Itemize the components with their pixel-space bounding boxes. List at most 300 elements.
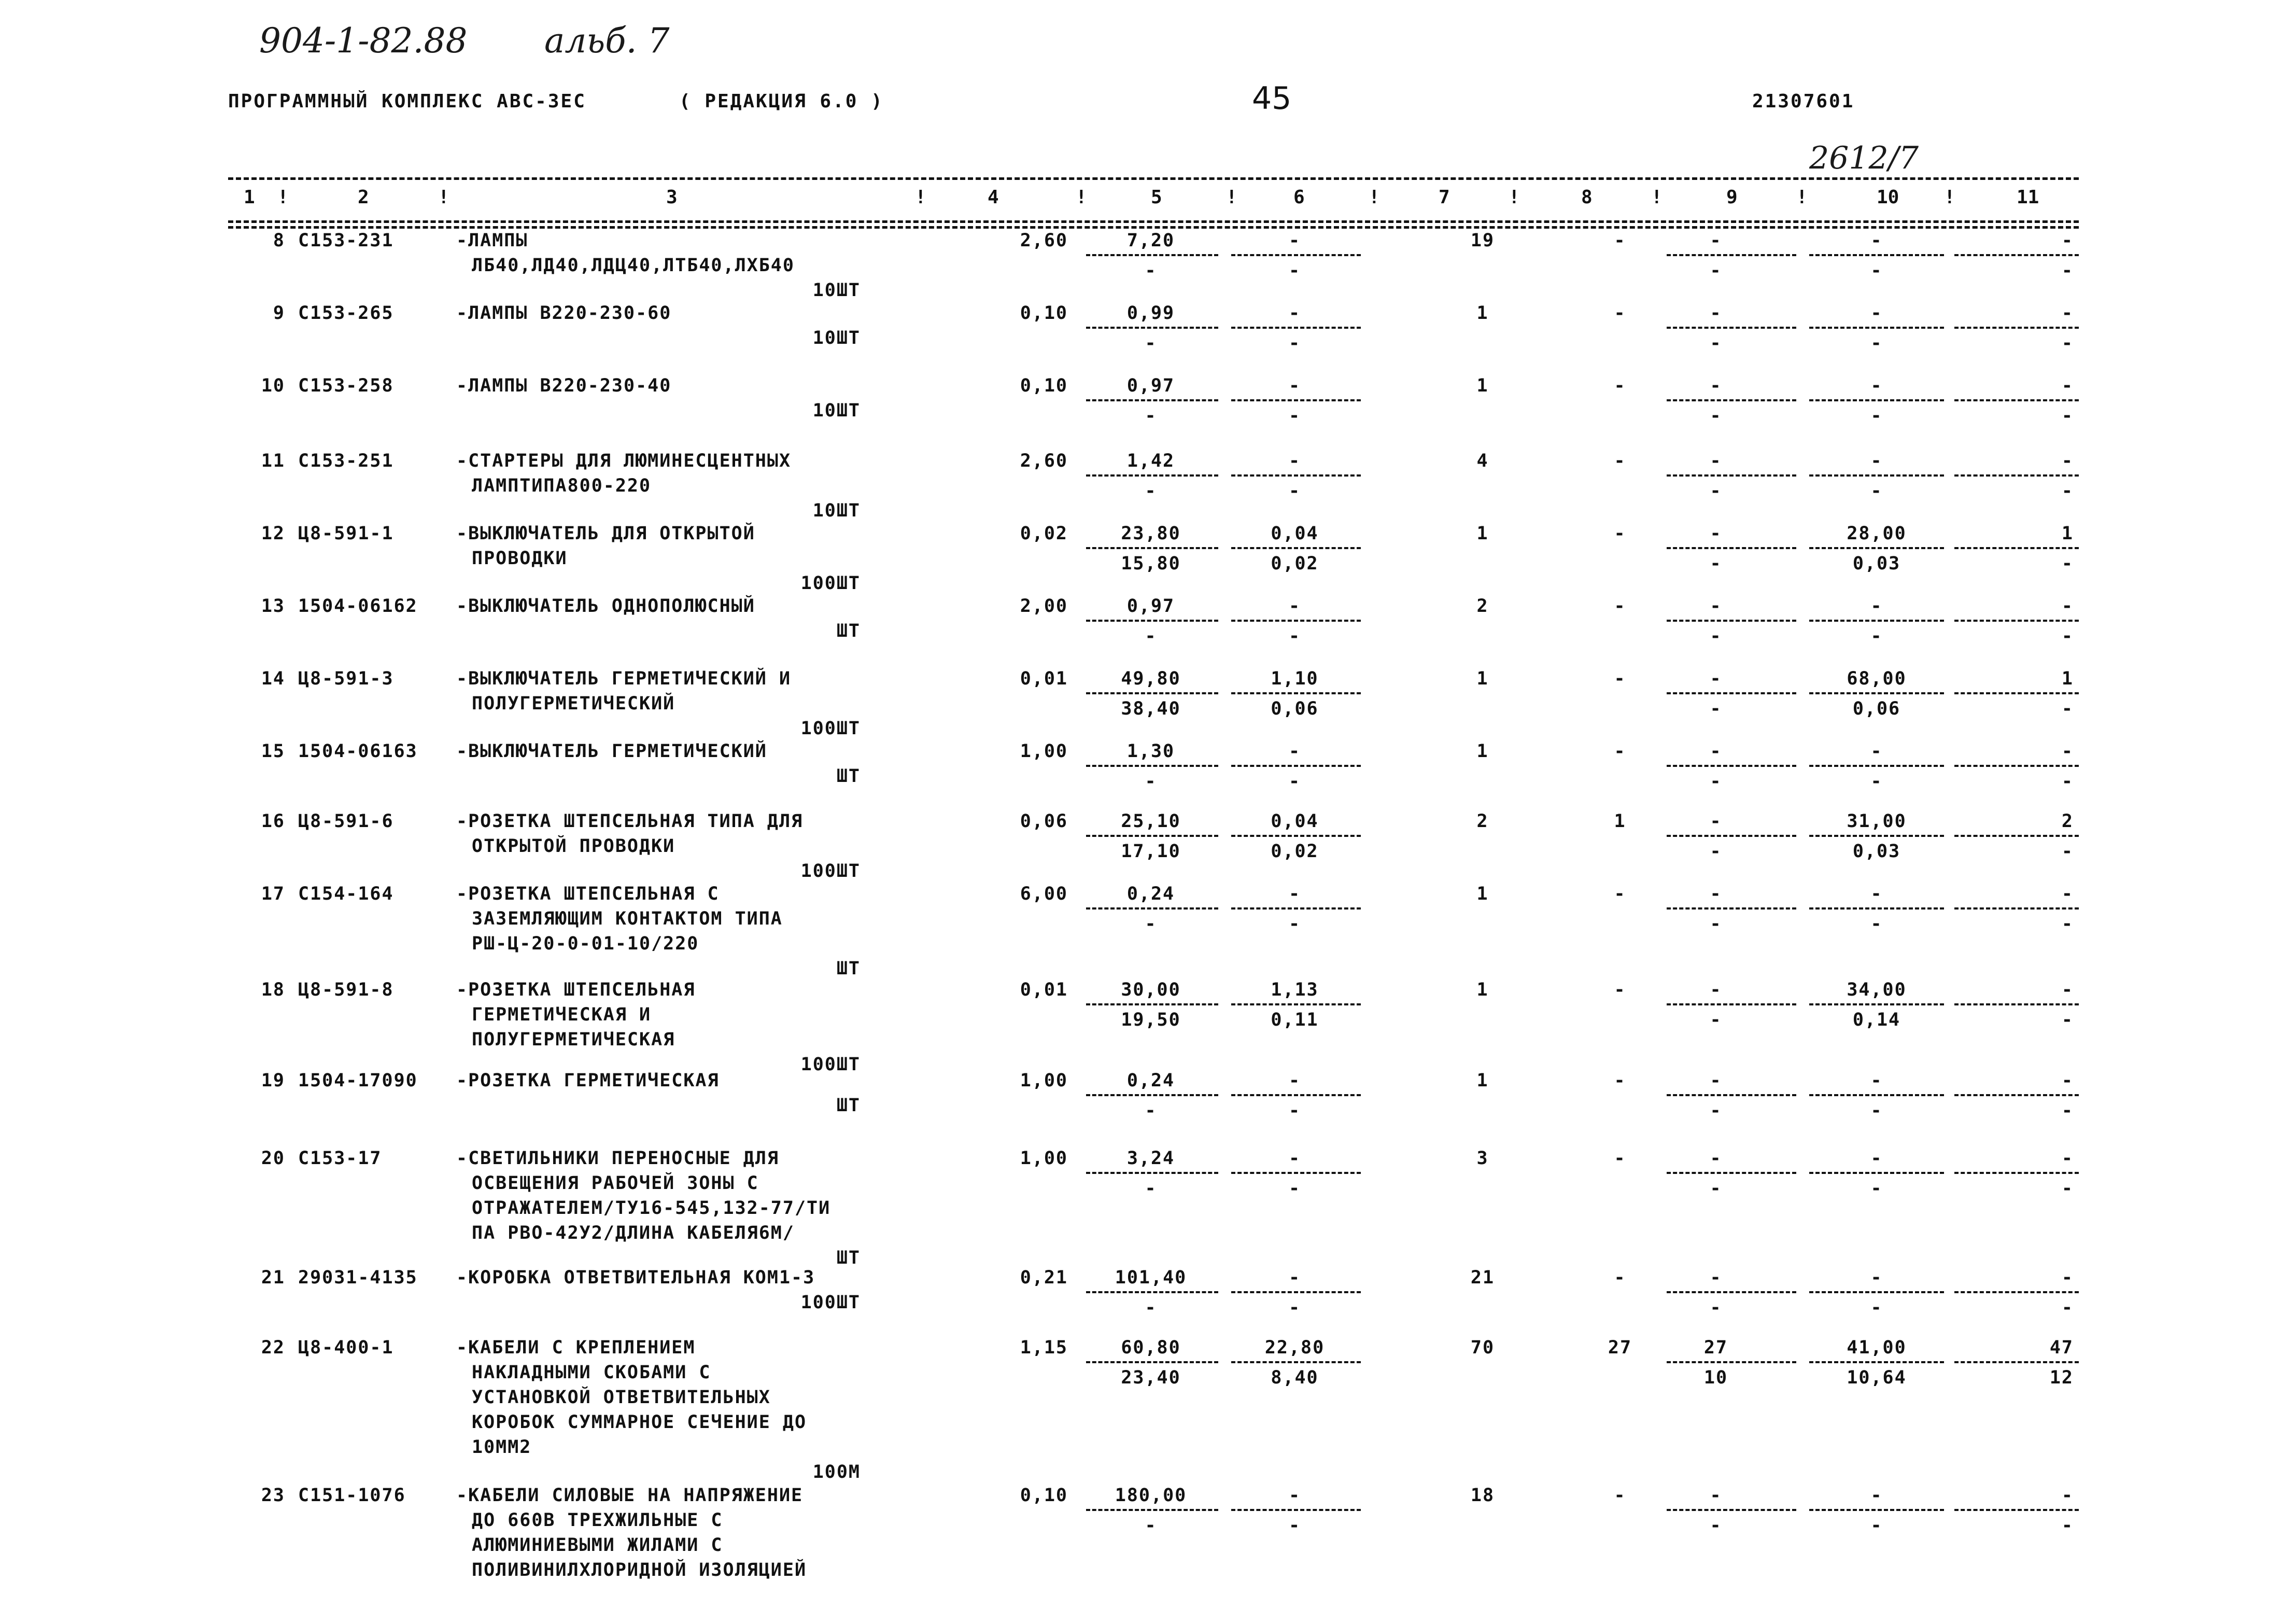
value-c9-upper: - [1710, 1148, 1722, 1169]
column-separator: ! [1944, 187, 1955, 208]
value-c11-upper: 47 [2049, 1337, 2074, 1358]
value-c6-lower: 0,02 [1271, 841, 1319, 862]
column-header: 2 [358, 187, 369, 208]
rate-code: Ц8-591-1 [298, 523, 394, 544]
unit-of-measure: 100ШТ [800, 1292, 861, 1313]
value-c8: - [1614, 884, 1626, 904]
unit-of-measure: 100ШТ [800, 718, 861, 739]
value-rule [1809, 474, 1944, 477]
item-description: ОТРАЖАТЕЛЕМ/ТУ16-545,132-77/ТИ [472, 1198, 831, 1219]
column-header: 3 [666, 187, 678, 208]
quantity: 0,01 [1020, 668, 1068, 689]
value-c10-lower: - [1870, 1178, 1883, 1199]
value-c10-lower: 0,03 [1852, 841, 1901, 862]
item-description: -РОЗЕТКА ШТЕПСЕЛЬНАЯ С [456, 884, 720, 904]
value-c7: 70 [1470, 1337, 1495, 1358]
value-c6-upper: - [1288, 741, 1301, 762]
value-rule [1809, 254, 1944, 256]
value-rule [1667, 1361, 1796, 1363]
value-rule [1667, 1291, 1796, 1293]
quantity: 0,10 [1020, 303, 1068, 324]
handwritten-stamp: 2612/7 [1809, 140, 1919, 176]
rate-code: Ц8-591-8 [298, 980, 394, 1000]
value-c11-upper: - [2061, 1070, 2074, 1091]
item-description: -РОЗЕТКА ГЕРМЕТИЧЕСКАЯ [456, 1070, 720, 1091]
rate-code: Ц8-591-3 [298, 668, 394, 689]
column-header: 4 [988, 187, 999, 208]
value-rule [1954, 1094, 2079, 1096]
item-description: ЗАЗЕМЛЯЮЩИМ КОНТАКТОМ ТИПА [472, 908, 783, 929]
value-rule [1667, 765, 1796, 767]
value-c6-lower: - [1288, 1515, 1301, 1536]
value-rule [1667, 547, 1796, 549]
item-description: НАКЛАДНЫМИ СКОБАМИ С [472, 1362, 711, 1383]
column-separator: ! [1796, 187, 1808, 208]
item-description: ПРОВОДКИ [472, 548, 568, 569]
value-c5-lower: - [1145, 626, 1157, 647]
value-c6-lower: - [1288, 1297, 1301, 1318]
value-c5-upper: 60,80 [1121, 1337, 1181, 1358]
value-rule [1231, 835, 1361, 837]
item-description: ЛАМПТИПА800-220 [472, 475, 652, 496]
value-c10-upper: 28,00 [1847, 523, 1907, 544]
unit-of-measure: 10ШТ [812, 500, 861, 521]
item-description: -КОРОБКА ОТВЕТВИТЕЛЬНАЯ КОМ1-3 [456, 1267, 815, 1288]
value-c7: 2 [1476, 596, 1489, 617]
value-c9-upper: - [1710, 1267, 1722, 1288]
value-rule [1231, 765, 1361, 767]
column-header: 10 [1877, 187, 1899, 208]
rate-code: С153-251 [298, 451, 394, 471]
value-rule [1954, 547, 2079, 549]
value-rule [1231, 1003, 1361, 1005]
column-separator: ! [1651, 187, 1663, 208]
unit-of-measure: 10ШТ [812, 280, 861, 301]
item-description: ЛБ40,ЛД40,ЛДЦ40,ЛТБ40,ЛХБ40 [472, 255, 795, 276]
value-c9-lower: - [1710, 553, 1722, 574]
column-separator: ! [277, 187, 289, 208]
value-c5-lower: 38,40 [1121, 698, 1181, 719]
value-rule [1809, 1509, 1944, 1511]
item-description: -КАБЕЛИ С КРЕПЛЕНИЕМ [456, 1337, 696, 1358]
value-rule [1086, 1291, 1218, 1293]
value-c6-lower: 0,11 [1271, 1010, 1319, 1030]
value-c9-upper: - [1710, 741, 1722, 762]
value-c11-lower: - [2061, 553, 2074, 574]
value-c5-upper: 30,00 [1121, 980, 1181, 1000]
value-c5-upper: 3,24 [1126, 1148, 1175, 1169]
value-c7: 21 [1470, 1267, 1495, 1288]
value-c5-lower: - [1145, 771, 1157, 792]
value-c11-lower: - [2061, 1178, 2074, 1199]
value-c8: 27 [1608, 1337, 1632, 1358]
value-c7: 18 [1470, 1485, 1495, 1506]
value-c11-upper: - [2061, 451, 2074, 471]
quantity: 1,00 [1020, 741, 1068, 762]
value-c6-upper: 22,80 [1264, 1337, 1325, 1358]
value-c6-upper: - [1288, 1070, 1301, 1091]
value-c6-lower: - [1288, 333, 1301, 354]
value-rule [1231, 1172, 1361, 1174]
value-c8: - [1614, 1070, 1626, 1091]
rate-code: С154-164 [298, 884, 394, 904]
value-rule [1231, 692, 1361, 694]
value-c9-lower: - [1710, 1100, 1722, 1121]
value-c9-lower: - [1710, 260, 1722, 281]
value-c6-lower: - [1288, 260, 1301, 281]
value-rule [1667, 474, 1796, 477]
value-rule [1809, 620, 1944, 622]
item-description: АЛЮМИНИЕВЫМИ ЖИЛАМИ С [472, 1535, 723, 1556]
unit-of-measure: 10ШТ [812, 400, 861, 421]
value-c6-lower: - [1288, 405, 1301, 426]
value-rule [1086, 907, 1218, 910]
value-c10-lower: - [1870, 1100, 1883, 1121]
item-description: -ЛАМПЫ В220-230-40 [456, 375, 672, 396]
value-rule [1231, 254, 1361, 256]
value-c10-upper: - [1870, 1485, 1883, 1506]
column-separator: ! [1509, 187, 1520, 208]
item-description: РШ-Ц-20-0-01-10/220 [472, 933, 699, 954]
value-c8: - [1614, 375, 1626, 396]
value-c10-upper: - [1870, 596, 1883, 617]
item-description: -СТАРТЕРЫ ДЛЯ ЛЮМИНЕСЦЕНТНЫХ [456, 451, 792, 471]
item-description: ОТКРЫТОЙ ПРОВОДКИ [472, 836, 675, 857]
value-c5-upper: 101,40 [1115, 1267, 1187, 1288]
value-c10-lower: - [1870, 914, 1883, 934]
row-number: 21 [261, 1267, 285, 1288]
value-c11-upper: - [2061, 375, 2074, 396]
quantity: 0,02 [1020, 523, 1068, 544]
value-c7: 1 [1476, 668, 1489, 689]
value-rule [1231, 399, 1361, 401]
value-c10-upper: 34,00 [1847, 980, 1907, 1000]
value-c5-upper: 180,00 [1115, 1485, 1187, 1506]
value-c11-upper: - [2061, 1148, 2074, 1169]
value-c9-upper: - [1710, 523, 1722, 544]
item-description: -ВЫКЛЮЧАТЕЛЬ ДЛЯ ОТКРЫТОЙ [456, 523, 755, 544]
value-c11-lower: - [2061, 260, 2074, 281]
value-rule [1809, 1361, 1944, 1363]
value-c10-upper: - [1870, 741, 1883, 762]
unit-of-measure: ШТ [836, 621, 861, 641]
item-description: -ВЫКЛЮЧАТЕЛЬ ОДНОПОЛЮСНЫЙ [456, 596, 755, 617]
value-rule [1809, 399, 1944, 401]
edition-label: ( РЕДАКЦИЯ 6.0 ) [679, 91, 884, 112]
row-number: 14 [261, 668, 285, 689]
value-c10-lower: - [1870, 1515, 1883, 1536]
unit-of-measure: 100ШТ [800, 573, 861, 594]
value-rule [1086, 327, 1218, 329]
value-c7: 1 [1476, 741, 1489, 762]
value-rule [1809, 327, 1944, 329]
item-description: УСТАНОВКОЙ ОТВЕТВИТЕЛЬНЫХ [472, 1387, 771, 1408]
value-c8: - [1614, 1485, 1626, 1506]
item-description: ГЕРМЕТИЧЕСКАЯ И [472, 1004, 652, 1025]
value-c11-upper: - [2061, 980, 2074, 1000]
value-c11-upper: 2 [2061, 811, 2074, 832]
value-c6-upper: - [1288, 230, 1301, 251]
value-c9-lower: - [1710, 1178, 1722, 1199]
value-c8: - [1614, 980, 1626, 1000]
value-c7: 3 [1476, 1148, 1489, 1169]
value-rule [1231, 1361, 1361, 1363]
value-c9-upper: - [1710, 230, 1722, 251]
value-c6-lower: - [1288, 481, 1301, 501]
row-number: 12 [261, 523, 285, 544]
value-c6-lower: - [1288, 771, 1301, 792]
value-rule [1667, 1003, 1796, 1005]
value-c9-lower: - [1710, 771, 1722, 792]
value-rule [1086, 765, 1218, 767]
column-header: 6 [1293, 187, 1305, 208]
value-c10-lower: - [1870, 481, 1883, 501]
row-number: 11 [261, 451, 285, 471]
value-c6-upper: - [1288, 1267, 1301, 1288]
item-description: -КАБЕЛИ СИЛОВЫЕ НА НАПРЯЖЕНИЕ [456, 1485, 804, 1506]
value-rule [1667, 1509, 1796, 1511]
rate-code: С151-1076 [298, 1485, 406, 1506]
rate-code: 1504-06162 [298, 596, 418, 617]
quantity: 0,21 [1020, 1267, 1068, 1288]
value-c10-lower: - [1870, 260, 1883, 281]
value-c5-lower: - [1145, 260, 1157, 281]
quantity: 0,01 [1020, 980, 1068, 1000]
unit-of-measure: ШТ [836, 1095, 861, 1116]
column-header: 1 [244, 187, 255, 208]
row-number: 10 [261, 375, 285, 396]
value-c5-upper: 23,80 [1121, 523, 1181, 544]
value-c11-lower: - [2061, 1100, 2074, 1121]
value-c9-lower: - [1710, 1515, 1722, 1536]
value-c8: - [1614, 741, 1626, 762]
value-c10-upper: - [1870, 303, 1883, 324]
quantity: 2,60 [1020, 230, 1068, 251]
rate-code: Ц8-591-6 [298, 811, 394, 832]
quantity: 0,10 [1020, 1485, 1068, 1506]
unit-of-measure: 100М [812, 1462, 861, 1482]
unit-of-measure: ШТ [836, 958, 861, 979]
value-c5-upper: 0,24 [1126, 1070, 1175, 1091]
value-c10-upper: - [1870, 1070, 1883, 1091]
value-c6-lower: - [1288, 1178, 1301, 1199]
value-c6-upper: - [1288, 596, 1301, 617]
value-c6-upper: 0,04 [1271, 523, 1319, 544]
value-rule [1809, 1094, 1944, 1096]
value-c11-upper: - [2061, 741, 2074, 762]
column-header: 8 [1581, 187, 1593, 208]
value-c9-upper: - [1710, 1070, 1722, 1091]
value-rule [1667, 327, 1796, 329]
value-c10-lower: - [1870, 626, 1883, 647]
value-c10-upper: - [1870, 884, 1883, 904]
value-c9-upper: - [1710, 884, 1722, 904]
rate-code: 1504-17090 [298, 1070, 418, 1091]
quantity: 1,00 [1020, 1148, 1068, 1169]
value-c10-lower: - [1870, 333, 1883, 354]
value-c5-upper: 25,10 [1121, 811, 1181, 832]
page-number: 45 [1252, 80, 1292, 117]
rate-code: Ц8-400-1 [298, 1337, 394, 1358]
value-c11-upper: - [2061, 1267, 2074, 1288]
value-c5-upper: 7,20 [1126, 230, 1175, 251]
item-description: -ВЫКЛЮЧАТЕЛЬ ГЕРМЕТИЧЕСКИЙ И [456, 668, 792, 689]
value-c9-upper: - [1710, 451, 1722, 471]
value-c6-lower: 0,02 [1271, 553, 1319, 574]
value-c9-upper: - [1710, 596, 1722, 617]
unit-of-measure: 100ШТ [800, 1054, 861, 1075]
value-c11-lower: - [2061, 1297, 2074, 1318]
value-c11-lower: - [2061, 841, 2074, 862]
quantity: 1,00 [1020, 1070, 1068, 1091]
value-rule [1954, 1003, 2079, 1005]
value-c11-lower: - [2061, 405, 2074, 426]
value-c5-lower: - [1145, 1100, 1157, 1121]
value-c11-upper: 1 [2061, 668, 2074, 689]
quantity: 2,60 [1020, 451, 1068, 471]
value-c6-upper: - [1288, 1485, 1301, 1506]
column-header: 7 [1439, 187, 1450, 208]
value-c9-upper: 27 [1703, 1337, 1728, 1358]
column-header: 5 [1151, 187, 1162, 208]
value-rule [1086, 399, 1218, 401]
row-number: 15 [261, 741, 285, 762]
value-rule [1667, 1172, 1796, 1174]
row-number: 22 [261, 1337, 285, 1358]
value-c8: - [1614, 1148, 1626, 1169]
value-rule [1954, 474, 2079, 477]
value-rule [1086, 1172, 1218, 1174]
value-rule [1667, 254, 1796, 256]
row-number: 16 [261, 811, 285, 832]
doc-id: 21307601 [1752, 91, 1855, 112]
value-c5-lower: - [1145, 914, 1157, 934]
value-c9-lower: - [1710, 626, 1722, 647]
value-c11-lower: - [2061, 333, 2074, 354]
value-c11-lower: - [2061, 1010, 2074, 1030]
item-description: ПОЛУГЕРМЕТИЧЕСКАЯ [472, 1029, 675, 1050]
value-c11-lower: - [2061, 1515, 2074, 1536]
value-c5-lower: 17,10 [1121, 841, 1181, 862]
value-rule [1809, 835, 1944, 837]
value-c10-upper: - [1870, 1267, 1883, 1288]
value-c6-lower: - [1288, 914, 1301, 934]
row-number: 19 [261, 1070, 285, 1091]
value-rule [1231, 620, 1361, 622]
value-c7: 4 [1476, 451, 1489, 471]
item-description: -ВЫКЛЮЧАТЕЛЬ ГЕРМЕТИЧЕСКИЙ [456, 741, 767, 762]
value-c11-upper: 1 [2061, 523, 2074, 544]
value-c9-lower: - [1710, 1010, 1722, 1030]
value-c9-upper: - [1710, 375, 1722, 396]
value-c8: - [1614, 523, 1626, 544]
value-c9-lower: - [1710, 405, 1722, 426]
value-c9-upper: - [1710, 303, 1722, 324]
value-rule [1954, 327, 2079, 329]
column-separator: ! [1076, 187, 1087, 208]
column-separator: ! [915, 187, 926, 208]
item-description: ОСВЕЩЕНИЯ РАБОЧЕЙ ЗОНЫ С [472, 1173, 759, 1194]
value-c5-upper: 0,97 [1126, 596, 1175, 617]
value-rule [1954, 399, 2079, 401]
value-rule [1809, 1172, 1944, 1174]
value-c11-lower: 12 [2049, 1367, 2074, 1388]
value-rule [1954, 907, 2079, 910]
value-rule [1954, 254, 2079, 256]
value-c11-upper: - [2061, 884, 2074, 904]
value-c5-upper: 0,24 [1126, 884, 1175, 904]
value-c5-lower: - [1145, 1515, 1157, 1536]
value-rule [1086, 1509, 1218, 1511]
value-c9-upper: - [1710, 1485, 1722, 1506]
header-rule-bottom [228, 220, 2079, 223]
value-rule [1667, 620, 1796, 622]
quantity: 0,10 [1020, 375, 1068, 396]
unit-of-measure: 10ШТ [812, 328, 861, 348]
value-c6-upper: - [1288, 884, 1301, 904]
value-c10-lower: - [1870, 405, 1883, 426]
quantity: 6,00 [1020, 884, 1068, 904]
value-c11-upper: - [2061, 1485, 2074, 1506]
value-c10-upper: - [1870, 451, 1883, 471]
value-rule [1954, 1172, 2079, 1174]
value-c7: 2 [1476, 811, 1489, 832]
rate-code: С153-265 [298, 303, 394, 324]
value-c8: - [1614, 668, 1626, 689]
value-c10-lower: 0,14 [1852, 1010, 1901, 1030]
value-c7: 19 [1470, 230, 1495, 251]
value-rule [1954, 1509, 2079, 1511]
program-title: ПРОГРАММНЫЙ КОМПЛЕКС АВС-3ЕС [228, 91, 586, 112]
rate-code: С153-231 [298, 230, 394, 251]
value-c5-upper: 0,99 [1126, 303, 1175, 324]
value-c5-lower: - [1145, 481, 1157, 501]
row-number: 18 [261, 980, 285, 1000]
value-c6-lower: - [1288, 626, 1301, 647]
value-c11-lower: - [2061, 771, 2074, 792]
value-rule [1954, 692, 2079, 694]
column-separator: ! [438, 187, 449, 208]
value-c5-lower: - [1145, 1178, 1157, 1199]
value-c10-lower: - [1870, 771, 1883, 792]
value-rule [1231, 1094, 1361, 1096]
value-rule [1231, 474, 1361, 477]
value-rule [1086, 835, 1218, 837]
value-c6-upper: 1,10 [1271, 668, 1319, 689]
value-rule [1954, 835, 2079, 837]
rate-code: С153-258 [298, 375, 394, 396]
value-c11-lower: - [2061, 914, 2074, 934]
value-c10-lower: 10,64 [1847, 1367, 1907, 1388]
value-c10-upper: - [1870, 375, 1883, 396]
value-c5-lower: 23,40 [1121, 1367, 1181, 1388]
value-c10-lower: - [1870, 1297, 1883, 1318]
header-rule-top [228, 177, 2079, 180]
value-c8: - [1614, 1267, 1626, 1288]
value-c5-upper: 0,97 [1126, 375, 1175, 396]
value-rule [1954, 765, 2079, 767]
value-rule [1086, 1361, 1218, 1363]
value-c6-lower: 0,06 [1271, 698, 1319, 719]
item-description: ДО 660В ТРЕХЖИЛЬНЫЕ С [472, 1510, 723, 1531]
item-description: -СВЕТИЛЬНИКИ ПЕРЕНОСНЫЕ ДЛЯ [456, 1148, 779, 1169]
unit-of-measure: 100ШТ [800, 861, 861, 882]
row-number: 20 [261, 1148, 285, 1169]
value-c8: - [1614, 230, 1626, 251]
value-rule [1231, 907, 1361, 910]
value-c10-upper: 41,00 [1847, 1337, 1907, 1358]
value-rule [1086, 1003, 1218, 1005]
